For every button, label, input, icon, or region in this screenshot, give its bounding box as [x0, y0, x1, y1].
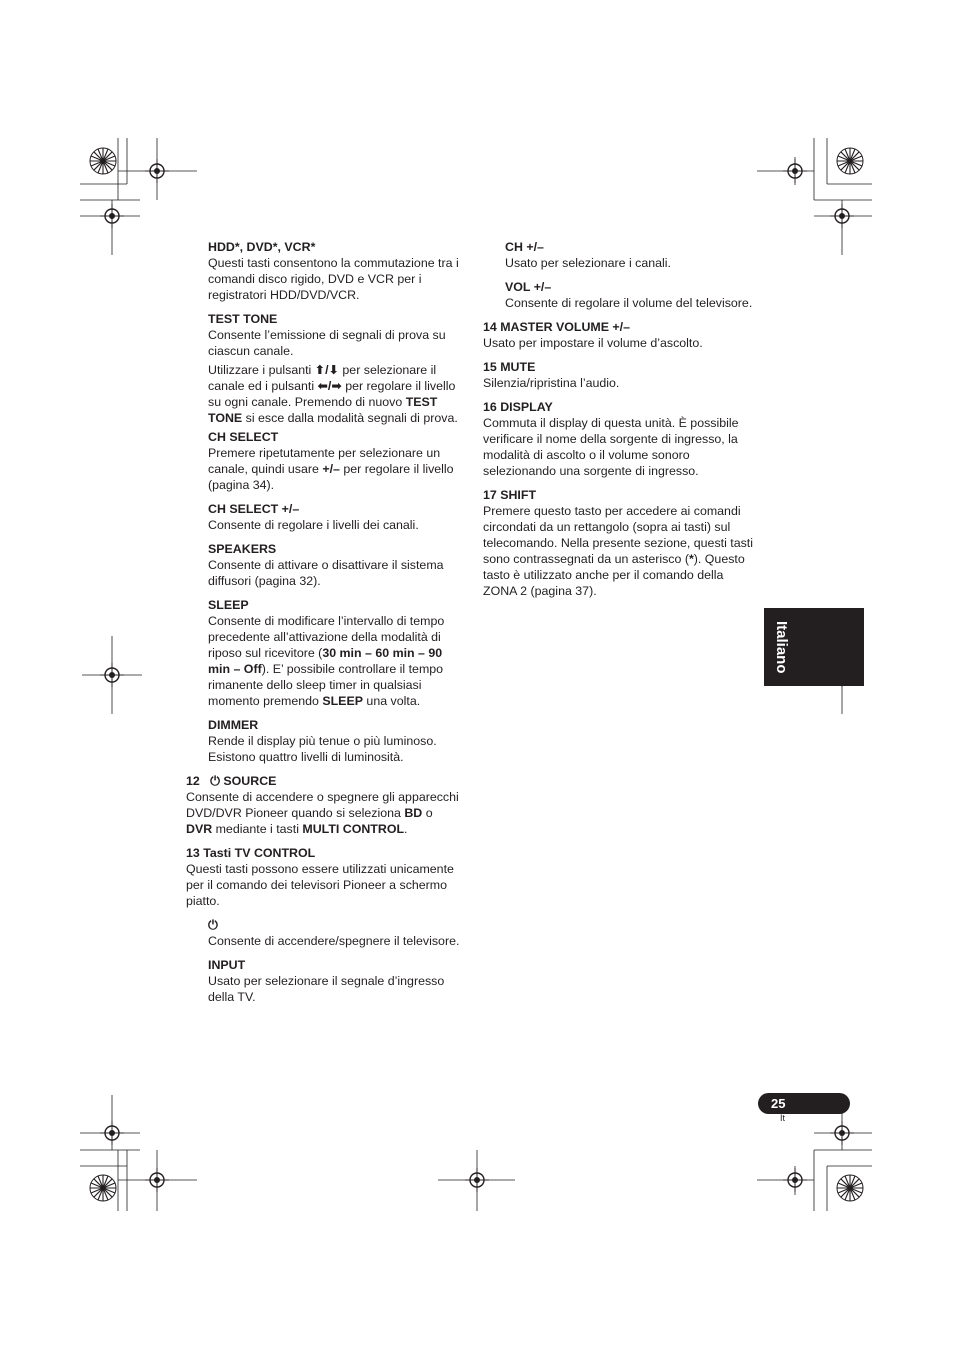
dimmer-title: DIMMER	[208, 718, 259, 732]
bold-term: SLEEP	[322, 694, 363, 708]
text-fragment: per selezionare il canale ed i pulsanti	[208, 363, 437, 393]
tv-control-title: 13 Tasti TV CONTROL	[186, 846, 316, 860]
text-fragment: .	[404, 822, 408, 836]
text-fragment: Consente di accendere o spegnere gli apparecchi DVD/DVR Pioneer quando si seleziona	[186, 790, 459, 820]
source-text	[186, 789, 462, 837]
text-fragment: ). E’ possibile controllare il tempo rimanente dello sleep timer in qualsiasi momento premendo	[208, 662, 444, 708]
power-icon: ⏻	[210, 774, 220, 788]
input-title: INPUT	[208, 958, 246, 972]
test-tone-title: TEST TONE	[208, 312, 278, 326]
sleep-title: SLEEP	[208, 598, 249, 612]
text-fragment: si esce dalla modalità segnali di prova.	[242, 411, 458, 425]
text-fragment: Premere questo tasto per accedere ai comandi circondati da un rettangolo (sopra ai tasti) sul telecomando. Nella presente sezione, questi tasti sono contrassegnati da un asterisco (	[483, 504, 753, 566]
bold-term: BD	[404, 806, 423, 820]
speakers-title: SPEAKERS	[208, 542, 277, 556]
bold-term: MULTI CONTROL	[302, 822, 405, 836]
ch-select-pm-title: CH SELECT +/–	[208, 502, 300, 516]
ch-select-text	[208, 445, 462, 493]
ch-select-pm-text: Consente di regolare i livelli dei canali.	[208, 518, 419, 532]
shift-text	[483, 503, 755, 599]
top-right-marks	[757, 138, 872, 255]
text-fragment: per regolare il livello (pagina 34).	[208, 462, 454, 492]
vol-title: VOL +/–	[505, 280, 552, 294]
tv-control-text: Questi tasti possono essere utilizzati unicamente per il comando dei televisori Pioneer a schermo piatto.	[186, 862, 454, 908]
text-fragment: una volta.	[362, 694, 421, 708]
text-fragment: Utilizzare i pulsanti	[208, 363, 315, 377]
bottom-center-mark	[438, 1150, 515, 1211]
bold-term: 30 min – 60 min – 90 min – Off	[208, 646, 443, 676]
text-fragment: per regolare il livello su ogni canale. Premendo di nuovo	[208, 379, 456, 409]
speakers-text: Consente di attivare o disattivare il sistema diffusori (pagina 32).	[208, 558, 444, 588]
display-title: 16 DISPLAY	[483, 400, 553, 414]
arrow-left-right-icon: ⬅/➡	[317, 379, 342, 393]
ch-select-title: CH SELECT	[208, 430, 279, 444]
hdd-text: Questi tasti consentono la commutazione tra i comandi disco rigido, DVD e VCR per i registratori HDD/DVD/VCR.	[208, 256, 459, 302]
page-number: 25	[771, 1096, 786, 1111]
bold-term: TEST TONE	[208, 395, 438, 425]
source-label: SOURCE	[223, 774, 277, 788]
arrow-up-down-icon: ⬆/⬇	[314, 363, 339, 377]
left-column	[186, 239, 462, 1005]
display-text: Commuta il display di questa unità. È possibile verificare il nome della sorgente di ingresso, la modalità di ascolto o il volume sonoro selezionando una sorgente di ingresso.	[483, 416, 739, 478]
dimmer-text: Rende il display più tenue o più luminoso. Esistono quattro livelli di luminosità.	[208, 734, 437, 764]
mute-title: 15 MUTE	[483, 360, 536, 374]
top-left-marks	[80, 138, 197, 255]
test-tone-text2	[208, 362, 462, 426]
tv-power-icon: ⏻	[208, 918, 218, 932]
source-title	[186, 773, 462, 789]
mute-text: Silenzia/ripristina l’audio.	[483, 376, 620, 390]
bold-term: +/–	[322, 462, 340, 476]
tv-power-text: Consente di accendere/spegnere il televisore.	[208, 934, 460, 948]
text-fragment: Premere ripetutamente per selezionare un canale, quindi usare	[208, 446, 441, 476]
shift-title: 17 SHIFT	[483, 488, 537, 502]
master-volume-title: 14 MASTER VOLUME +/–	[483, 320, 630, 334]
ch-text: Usato per selezionare i canali.	[505, 256, 671, 270]
hdd-title: HDD*, DVD*, VCR*	[208, 240, 316, 254]
right-column	[483, 239, 755, 599]
language-tab-label: Italiano	[773, 620, 790, 674]
bottom-left-marks	[80, 1095, 197, 1211]
sleep-text	[208, 613, 462, 709]
text-fragment: mediante i tasti	[212, 822, 303, 836]
test-tone-text1: Consente l’emissione di segnali di prova su ciascun canale.	[208, 328, 446, 358]
bold-term: DVR	[186, 822, 213, 836]
text-fragment: o	[422, 806, 433, 820]
item-number: 12	[186, 774, 200, 788]
text-fragment: ). Questo tasto è utilizzato anche per il comando della ZONA 2 (pagina 37).	[483, 552, 745, 598]
asterisk-symbol: *	[688, 552, 694, 566]
page-language: It	[780, 1113, 786, 1123]
text-fragment: Consente di modificare l’intervallo di tempo precedente all’attivazione della modalità di riposo sul ricevitore (	[208, 614, 445, 660]
input-text: Usato per selezionare il segnale d’ingresso della TV.	[208, 974, 445, 1004]
mid-left-mark	[82, 636, 142, 714]
master-volume-text: Usato per impostare il volume d’ascolto.	[483, 336, 703, 350]
ch-title: CH +/–	[505, 240, 544, 254]
vol-text: Consente di regolare il volume del televisore.	[505, 296, 753, 310]
